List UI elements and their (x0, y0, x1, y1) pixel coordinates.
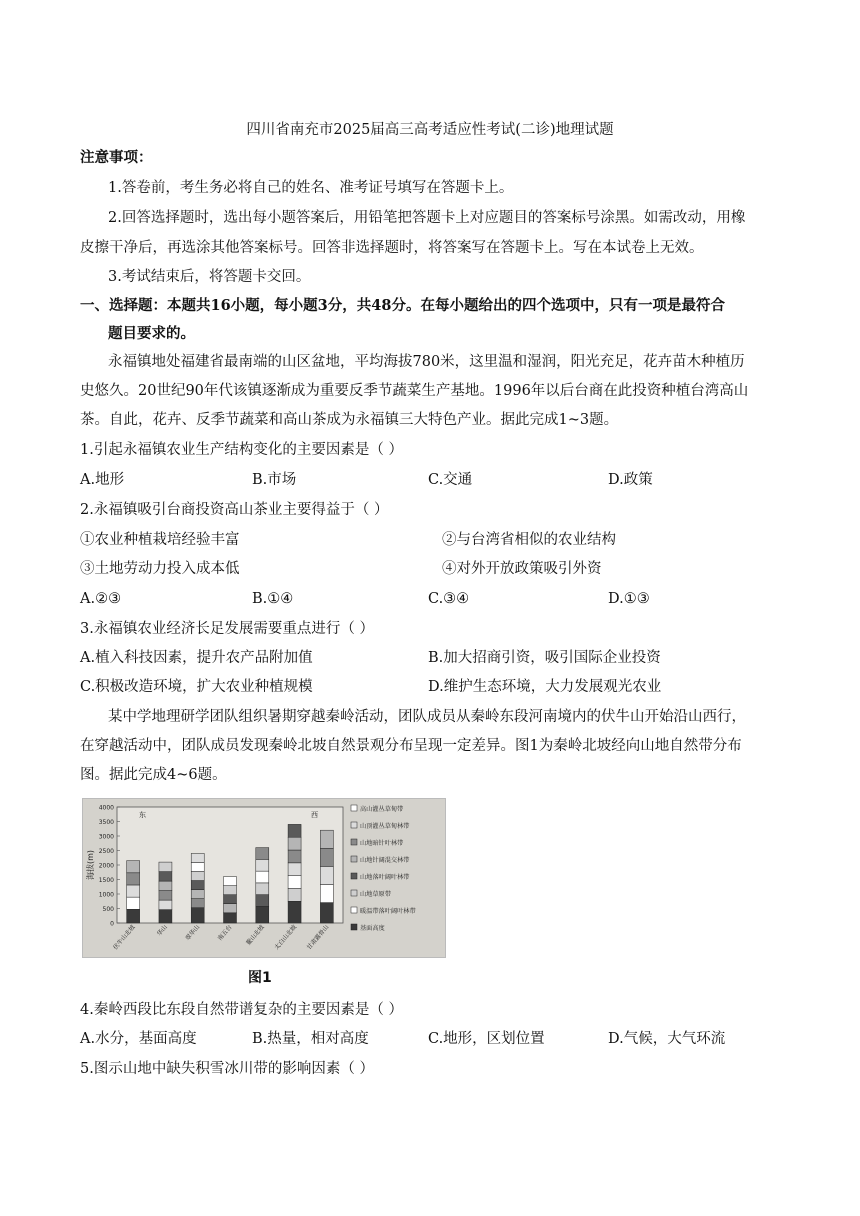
q1-stem: 1.引起永福镇农业生产结构变化的主要因素是（ ） (80, 442, 403, 458)
page-title: 四川省南充市2025届高三高考适应性考试(二诊)地理试题 (246, 122, 614, 138)
y-tick-label: 3500 (98, 819, 114, 826)
bar-segment (256, 883, 269, 895)
bar-segment (127, 885, 140, 897)
bar-segment (191, 871, 204, 880)
bar-segment (320, 866, 333, 884)
q2-item-3: ③土地劳动力投入成本低 (80, 561, 240, 577)
legend-label: 山地针阔混交林带 (360, 857, 410, 864)
y-tick-label: 1500 (98, 877, 114, 884)
bar-segment (256, 871, 269, 883)
notice-item-3: 3.考试结束后，将答题卡交回。 (108, 269, 311, 285)
bar-segment (191, 853, 204, 862)
bar-segment (224, 877, 237, 886)
x-tick-label: 华山 (155, 923, 169, 938)
q2-option-c: C.③④ (428, 591, 470, 607)
bar-base-segment (191, 908, 204, 923)
legend-swatch (351, 839, 357, 845)
x-tick-label: 甘肃露骨山 (305, 923, 331, 952)
annotation-west: 西 (311, 811, 318, 819)
bar-segment (288, 824, 301, 837)
q2-option-d: D.①③ (608, 591, 650, 607)
bar-segment (288, 876, 301, 889)
legend-label: 山地落叶阔叶林带 (360, 874, 410, 881)
y-tick-label: 500 (102, 906, 114, 913)
notice-item-2: 2.回答选择题时，选出每小题答案后，用铅笔把答题卡上对应题目的答案标号涂黑。如需改动，用橡 (108, 210, 746, 226)
legend-swatch (351, 907, 357, 913)
bar-segment (224, 886, 237, 895)
legend-swatch (351, 856, 357, 862)
bar-segment (159, 881, 172, 891)
section-heading-cont: 题目要求的。 (108, 325, 195, 342)
bar-segment (191, 899, 204, 908)
q1-option-c: C.交通 (428, 472, 473, 488)
notice-heading: 注意事项： (80, 149, 153, 166)
figure-1-chart (82, 798, 446, 958)
x-tick-label: 翠华山 (184, 923, 202, 943)
bar-segment (159, 891, 172, 901)
x-tick-label: 南五台 (216, 923, 234, 943)
section-heading: 一、选择题：本题共16小题，每小题3分，共48分。在每小题给出的四个选项中，只有一项是最符合 (80, 297, 725, 314)
q3-option-c: C.积极改造环境，扩大农业种植规模 (80, 679, 313, 695)
bar-segment (288, 863, 301, 876)
y-tick-label: 2500 (98, 848, 114, 855)
bar-segment (127, 873, 140, 885)
y-tick-label: 2000 (98, 862, 114, 870)
bar-segment (288, 888, 301, 901)
chart-svg (83, 799, 445, 957)
notice-item-2-cont: 皮擦干净后，再选涂其他答案标号。回答非选择题时，将答案写在答题卡上。写在本试卷上无效。 (80, 240, 704, 256)
legend-swatch (351, 890, 357, 896)
passage1-line-1: 永福镇地处福建省最南端的山区盆地，平均海拔780米，这里温和湿润，阳光充足，花卉苗木种植历 (108, 354, 745, 370)
legend-swatch (351, 805, 357, 811)
legend-label: 山顶灌丛草甸林带 (360, 823, 410, 830)
passage2-line-3: 图。据此完成4~6题。 (80, 767, 227, 783)
x-tick-label: 伏牛山北坡 (112, 923, 137, 952)
legend-swatch (351, 873, 357, 879)
figure-caption: 图1 (248, 970, 272, 986)
legend-label: 山地草原带 (360, 891, 391, 898)
q4-option-c: C.地形，区划位置 (428, 1031, 545, 1047)
q2-item-1: ①农业种植栽培经验丰富 (80, 532, 240, 548)
bar-segment (320, 848, 333, 866)
passage1-line-3: 茶。自此，花卉、反季节蔬菜和高山茶成为永福镇三大特色产业。据此完成1~3题。 (80, 412, 619, 428)
y-tick-label: 4000 (98, 804, 114, 812)
legend-label: 山地暗针叶林带 (360, 840, 404, 847)
q4-stem: 4.秦岭西段比东段自然带谱复杂的主要因素是（ ） (80, 1002, 403, 1018)
bar-segment (159, 862, 172, 872)
bar-segment (256, 895, 269, 907)
q3-stem: 3.永福镇农业经济长足发展需要重点进行（ ） (80, 621, 374, 637)
legend-label: 基面高度 (360, 925, 385, 932)
legend-swatch (351, 822, 357, 828)
x-tick-label: 太白山北坡 (273, 923, 299, 952)
bar-base-segment (288, 901, 301, 923)
q4-option-b: B.热量，相对高度 (252, 1031, 369, 1047)
bar-base-segment (256, 906, 269, 923)
bar-segment (288, 850, 301, 863)
y-tick-label: 3000 (98, 833, 114, 841)
passage2-line-2: 在穿越活动中，团队成员发现秦岭北坡自然景观分布呈现一定差异。图1为秦岭北坡经向山地自然带分布 (80, 738, 742, 754)
bar-base-segment (224, 913, 237, 923)
passage2-line-1: 某中学地理研学团队组织暑期穿越秦岭活动，团队成员从秦岭东段河南境内的伏牛山开始沿山西行， (108, 709, 746, 725)
bar-segment (191, 890, 204, 899)
bar-segment (320, 830, 333, 848)
y-axis-label: 海拔(m) (86, 849, 95, 881)
y-tick-label: 1000 (98, 891, 114, 899)
legend-label: 暖温带落叶阔叶林带 (360, 908, 416, 915)
passage1-line-2: 史悠久。20世纪90年代该镇逐渐成为重要反季节蔬菜生产基地。1996年以后台商在此投资种植台湾高山 (80, 383, 749, 399)
bar-segment (159, 872, 172, 882)
q2-item-2: ②与台湾省相似的农业结构 (442, 532, 616, 548)
bar-base-segment (320, 903, 333, 923)
bar-segment (320, 884, 333, 902)
bar-segment (191, 862, 204, 871)
bar-base-segment (127, 909, 140, 923)
bar-segment (127, 897, 140, 909)
q4-option-d: D.气候，大气环流 (608, 1031, 726, 1047)
bar-segment (256, 859, 269, 871)
bar-segment (127, 861, 140, 873)
q2-option-a: A.②③ (80, 591, 122, 607)
bar-segment (224, 904, 237, 913)
q3-option-d: D.维护生态环境，大力发展观光农业 (428, 679, 662, 695)
q2-option-b: B.①④ (252, 591, 294, 607)
bar-base-segment (159, 910, 172, 923)
q2-stem: 2.永福镇吸引台商投资高山茶业主要得益于（ ） (80, 502, 389, 518)
q1-option-a: A.地形 (80, 472, 125, 488)
x-tick-label: 鳌山北坡 (245, 923, 266, 947)
q5-stem: 5.图示山地中缺失积雪冰川带的影响因素（ ） (80, 1061, 374, 1077)
q4-option-a: A.水分，基面高度 (80, 1031, 197, 1047)
annotation-east: 东 (139, 811, 146, 819)
notice-item-1: 1.答卷前，考生务必将自己的姓名、准考证号填写在答题卡上。 (108, 180, 514, 196)
y-tick-label: 0 (110, 920, 114, 928)
bar-segment (256, 848, 269, 860)
q1-option-d: D.政策 (608, 472, 653, 488)
q3-option-a: A.植入科技因素，提升农产品附加值 (80, 650, 313, 666)
bar-segment (288, 837, 301, 850)
bar-segment (224, 895, 237, 904)
bar-segment (191, 881, 204, 890)
bar-segment (159, 900, 172, 910)
q2-item-4: ④对外开放政策吸引外资 (442, 561, 602, 577)
q3-option-b: B.加大招商引资，吸引国际企业投资 (428, 650, 661, 666)
q1-option-b: B.市场 (252, 472, 297, 488)
legend-label: 高山灌丛草甸带 (360, 806, 404, 813)
legend-swatch (351, 924, 357, 930)
